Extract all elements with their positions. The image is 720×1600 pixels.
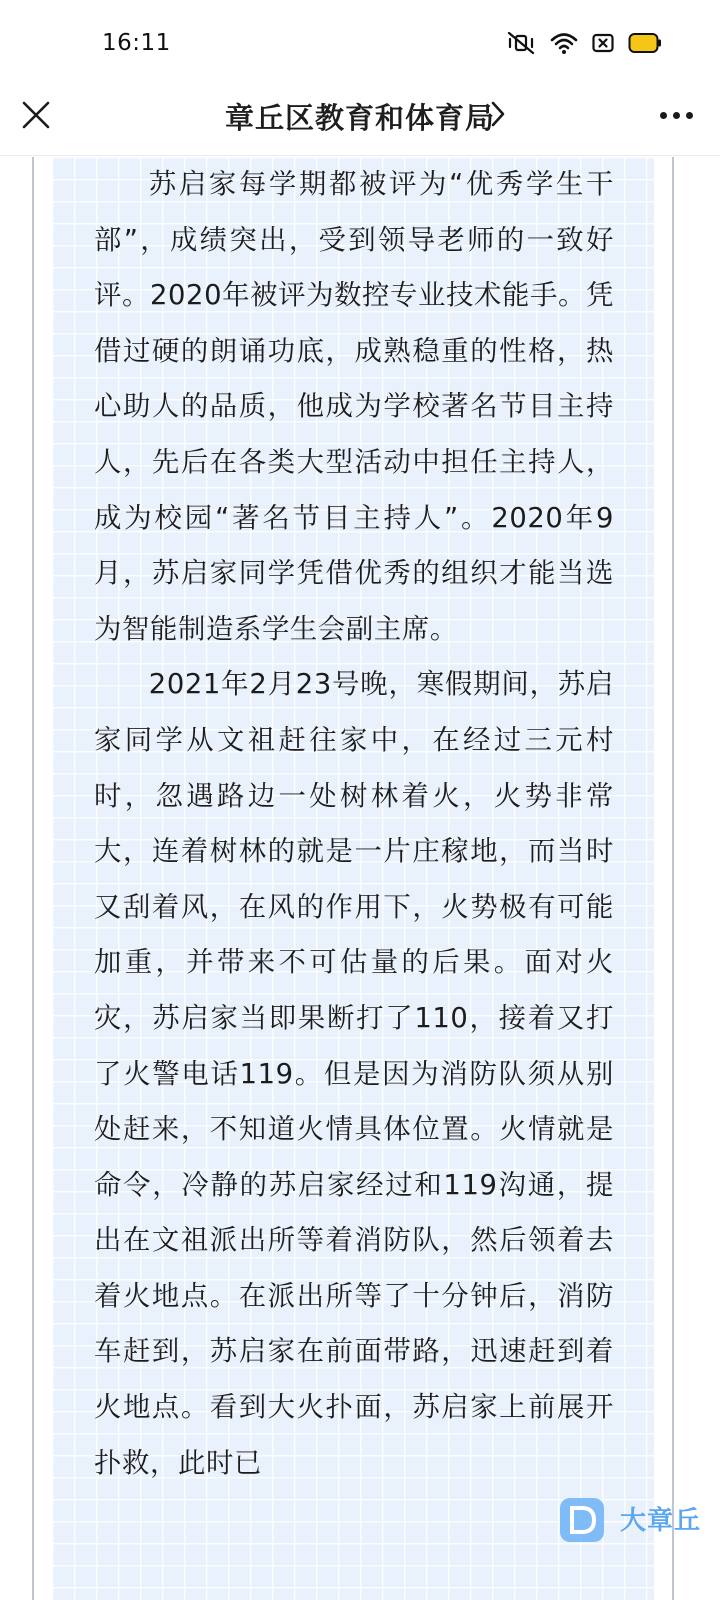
status-icons — [506, 29, 662, 57]
page-title[interactable] — [0, 96, 720, 137]
chevron-right-icon[interactable] — [490, 99, 506, 129]
logo-icon — [558, 1496, 606, 1544]
article-paragraph-1: 苏启家每学期都被评为“优秀学生干部”，成绩突出，受到领导老师的一致好评。2020年被评为数控专业技术能手。凭借过硬的朗诵功底，成熟稳重的性格，热心助人的品质，他成为学校著名节目主持人，先后在各类大型活动中担任主持人，成为校园“著名节目主持人”。2020年9月，苏启家同学凭借优秀的组织才能当选为智能制造系学生会副主席。 — [94, 169, 614, 645]
article-body — [94, 157, 614, 1491]
status-bar — [0, 0, 720, 88]
title-bar — [0, 88, 720, 156]
status-time: 16:11 — [102, 30, 171, 56]
more-icon — [660, 112, 667, 119]
watermark-logo — [558, 1496, 708, 1552]
close-box-icon — [592, 32, 614, 54]
watermark-text: 大章丘 — [620, 1506, 702, 1536]
page-title-text: 章丘区教育和体育局 — [224, 101, 495, 135]
vibrate-mute-icon — [506, 31, 536, 55]
article-paragraph-2: 2021年2月23号晚，寒假期间，苏启家同学从文祖赶往家中，在经过三元村时，忽遇路边一处树林着火，火势非常大，连着树林的就是一片庄稼地，而当时又刮着风，在风的作用下，火势极有可能加重，并带来不可估量的后果。面对火灾，苏启家当即果断打了110，接着又打了火警电话119。但是因为消防队须从别处赶来，不知道火情具体位置。火情就是命令，冷静的苏启家经过和119沟通，提出在文祖派出所等着消防队，然后领着去着火地点。在派出所等了十分钟后，消防车赶到，苏启家在前面带路，迅速赶到着火地点。看到大火扑面，苏启家上前展开扑救，此时已 — [94, 669, 614, 1479]
more-button[interactable] — [652, 95, 700, 135]
battery-icon — [628, 32, 662, 54]
wifi-icon — [550, 31, 578, 55]
